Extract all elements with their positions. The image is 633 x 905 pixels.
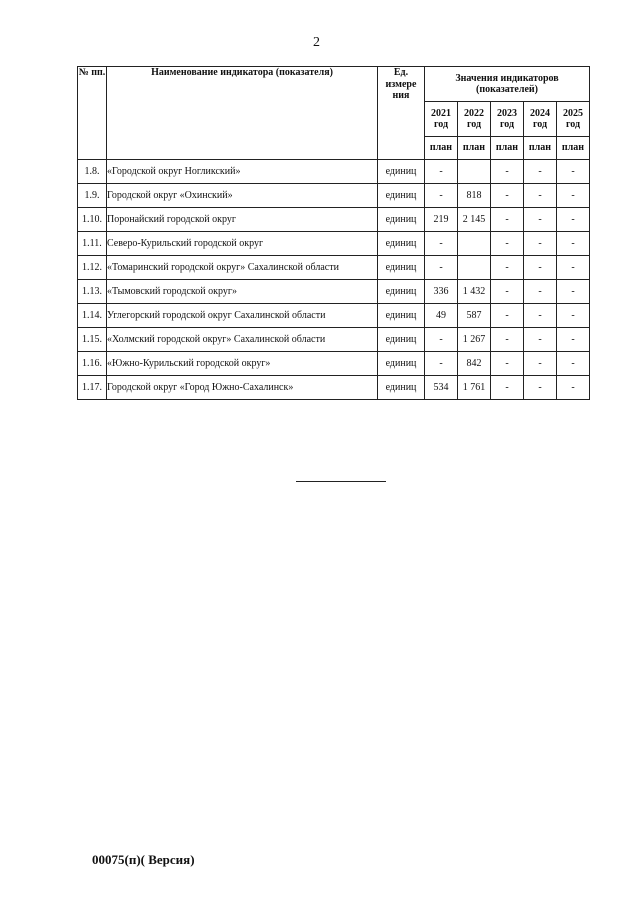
row-unit: единиц	[378, 304, 425, 328]
row-unit: единиц	[378, 328, 425, 352]
row-name: «Южно-Курильский городской округ»	[107, 352, 378, 376]
value-2021: -	[425, 184, 458, 208]
header-plan: план	[491, 137, 524, 160]
row-unit: единиц	[378, 280, 425, 304]
indicators-table	[77, 66, 590, 400]
table-row	[78, 208, 590, 232]
table-body	[78, 160, 590, 400]
value-2024: -	[524, 376, 557, 400]
value-2023: -	[491, 256, 524, 280]
value-2021: -	[425, 256, 458, 280]
value-2023: -	[491, 376, 524, 400]
header-plan: план	[557, 137, 590, 160]
row-name: «Городской округ Ногликский»	[107, 160, 378, 184]
value-2022: 1 267	[458, 328, 491, 352]
value-2023: -	[491, 328, 524, 352]
value-2024: -	[524, 208, 557, 232]
row-name: Северо-Курильский городской округ	[107, 232, 378, 256]
header-num: № пп.	[78, 67, 107, 160]
value-2022	[458, 232, 491, 256]
value-2021: -	[425, 328, 458, 352]
row-name: «Томаринский городской округ» Сахалинской области	[107, 256, 378, 280]
header-year-2022: 2022 год	[458, 102, 491, 137]
row-number: 1.11.	[78, 232, 107, 256]
value-2022	[458, 256, 491, 280]
table-row	[78, 352, 590, 376]
row-name: Городской округ «Охинский»	[107, 184, 378, 208]
header-plan: план	[524, 137, 557, 160]
value-2021: 336	[425, 280, 458, 304]
row-name: Углегорский городской округ Сахалинской области	[107, 304, 378, 328]
value-2022: 842	[458, 352, 491, 376]
header-unit: Ед. измере ния	[378, 67, 425, 160]
value-2024: -	[524, 352, 557, 376]
page-number: 2	[313, 35, 320, 50]
row-number: 1.15.	[78, 328, 107, 352]
table-row	[78, 304, 590, 328]
value-2024: -	[524, 304, 557, 328]
table-row	[78, 232, 590, 256]
value-2023: -	[491, 352, 524, 376]
value-2023: -	[491, 208, 524, 232]
header-name: Наименование индикатора (показателя)	[107, 67, 378, 160]
value-2023: -	[491, 232, 524, 256]
row-name: Городской округ «Город Южно-Сахалинск»	[107, 376, 378, 400]
row-number: 1.10.	[78, 208, 107, 232]
value-2022: 587	[458, 304, 491, 328]
value-2023: -	[491, 160, 524, 184]
row-name: «Холмский городской округ» Сахалинской области	[107, 328, 378, 352]
value-2025: -	[557, 184, 590, 208]
value-2023: -	[491, 184, 524, 208]
value-2025: -	[557, 304, 590, 328]
value-2023: -	[491, 304, 524, 328]
value-2024: -	[524, 160, 557, 184]
value-2024: -	[524, 184, 557, 208]
value-2025: -	[557, 280, 590, 304]
table-header	[78, 67, 590, 160]
table-row	[78, 160, 590, 184]
value-2021: -	[425, 352, 458, 376]
row-unit: единиц	[378, 352, 425, 376]
value-2021: 49	[425, 304, 458, 328]
value-2025: -	[557, 352, 590, 376]
value-2021: 534	[425, 376, 458, 400]
value-2022: 1 761	[458, 376, 491, 400]
table-row	[78, 256, 590, 280]
value-2025: -	[557, 208, 590, 232]
header-values: Значения индикаторов (показателей)	[425, 67, 590, 102]
table-row	[78, 376, 590, 400]
row-number: 1.8.	[78, 160, 107, 184]
row-unit: единиц	[378, 160, 425, 184]
row-unit: единиц	[378, 256, 425, 280]
table-row	[78, 280, 590, 304]
value-2024: -	[524, 328, 557, 352]
value-2022: 1 432	[458, 280, 491, 304]
row-unit: единиц	[378, 376, 425, 400]
value-2021: -	[425, 160, 458, 184]
value-2025: -	[557, 232, 590, 256]
value-2025: -	[557, 256, 590, 280]
table-row	[78, 328, 590, 352]
row-number: 1.17.	[78, 376, 107, 400]
value-2025: -	[557, 376, 590, 400]
value-2024: -	[524, 280, 557, 304]
value-2022: 2 145	[458, 208, 491, 232]
value-2022: 818	[458, 184, 491, 208]
document-code: 00075(п)( Версия)	[92, 852, 195, 867]
row-unit: единиц	[378, 184, 425, 208]
value-2022	[458, 160, 491, 184]
row-name: «Тымовский городской округ»	[107, 280, 378, 304]
row-number: 1.12.	[78, 256, 107, 280]
header-plan: план	[458, 137, 491, 160]
value-2024: -	[524, 256, 557, 280]
header-plan: план	[425, 137, 458, 160]
row-number: 1.13.	[78, 280, 107, 304]
row-number: 1.16.	[78, 352, 107, 376]
value-2025: -	[557, 160, 590, 184]
header-year-2021: 2021 год	[425, 102, 458, 137]
value-2021: -	[425, 232, 458, 256]
value-2024: -	[524, 232, 557, 256]
value-2023: -	[491, 280, 524, 304]
value-2025: -	[557, 328, 590, 352]
row-unit: единиц	[378, 208, 425, 232]
header-year-2025: 2025 год	[557, 102, 590, 137]
row-unit: единиц	[378, 232, 425, 256]
row-name: Поронайский городской округ	[107, 208, 378, 232]
separator-line	[296, 481, 386, 482]
row-number: 1.9.	[78, 184, 107, 208]
row-number: 1.14.	[78, 304, 107, 328]
table-row	[78, 184, 590, 208]
header-year-2024: 2024 год	[524, 102, 557, 137]
header-year-2023: 2023 год	[491, 102, 524, 137]
value-2021: 219	[425, 208, 458, 232]
